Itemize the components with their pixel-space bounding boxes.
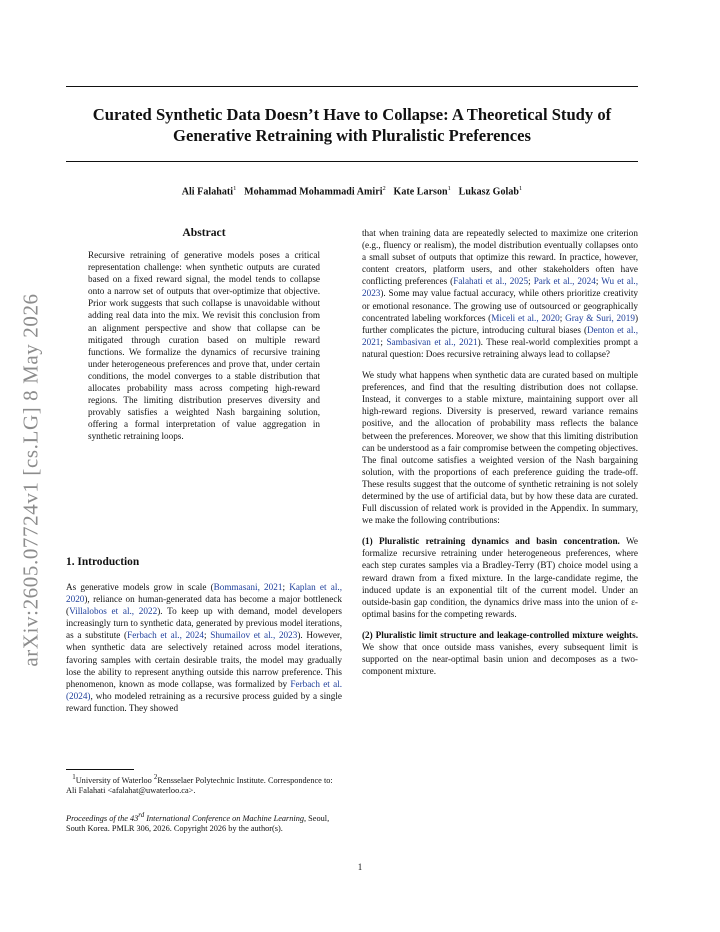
author-name: Kate Larson	[393, 186, 448, 198]
abstract-body	[88, 249, 320, 443]
proceedings-text: , Seoul, South Korea. PMLR 306, 2026. Copyright 2026 by the author(s).	[66, 813, 330, 834]
contribution-2-text: We show that once outside mass vanishes, every subsequent limit is supported on the near-optimal basin union and decomposes as a two-component mixture.	[362, 642, 638, 677]
citation-link[interactable]: Ferbach et al., 2024	[127, 630, 204, 641]
arxiv-stamp	[6, 280, 56, 680]
contribution-1-text: We formalize recursive retraining under heterogeneous preferences, where each step curates samples via a Bradley-Terry (BT) choice model using a reward drawn from a fixed mixture. In the large-candidate regime, the induced update is an exponential tilt of the current model. Under an outside-basin gap condition, the dynamics drive mass into the union of ε-optimal basins for the competing rewards.	[362, 536, 639, 619]
intro-paragraph	[66, 581, 342, 714]
section-heading-introduction: 1. Introduction	[66, 556, 140, 568]
proceedings-italic: Proceedings of the	[66, 813, 130, 823]
contribution-2-heading: (2) Pluralistic limit structure and leakage-controlled mixture weights.	[362, 629, 638, 640]
citation-link[interactable]: Miceli et al., 2020	[491, 312, 560, 323]
text-run: ;	[559, 312, 566, 323]
contribution-1	[362, 535, 638, 620]
citation-link[interactable]: Denton et al., 2021	[362, 324, 638, 347]
text-run: ). To keep up with demand, model developers increasingly turn to synthetic data, generated by previous model iterations, as a substitute (	[66, 606, 342, 641]
citation-link[interactable]: Wu et al., 2023	[362, 276, 638, 299]
author-list	[66, 185, 638, 197]
right-column-body	[362, 227, 638, 677]
text-run: ;	[595, 276, 602, 287]
citation-link[interactable]: Gray & Suri, 2019	[565, 312, 635, 323]
citation-link[interactable]: Kaplan et al., 2020	[66, 582, 342, 605]
footnote-rule	[66, 769, 134, 770]
text-run: that when training data are repeatedly selected to maximize one criterion (e.g., fluency or realism), the model distribution eventually collapses onto a small subset of outputs that optimize this reward. In practice, however, content creators, platform users, and other stakeholders often have conflicting preferences (	[362, 228, 638, 287]
title-bottom-rule	[66, 161, 638, 162]
text-run: ). However, when synthetic data are selectively retained across model iterations, favoring samples with certain desirable traits, the model may gradually lose the ability to represent anything outside this narrow preference. This phenomenon, known as mode collapse, was formalized by	[66, 630, 342, 689]
text-run: ;	[528, 276, 534, 287]
right-paragraph-1	[362, 227, 638, 360]
author-affiliation-mark: 1	[447, 185, 451, 192]
text-run: ;	[282, 582, 290, 592]
affiliation-footnote	[66, 773, 342, 796]
citation-link[interactable]: Villalobos et al., 2022	[69, 606, 158, 617]
author-affiliation-mark: 1	[518, 185, 523, 192]
citation-link[interactable]: Park et al., 2024	[533, 276, 596, 287]
author-name: Ali Falahati	[181, 186, 234, 198]
citation-link[interactable]: Ferbach et al. (2024)	[66, 678, 342, 701]
proceedings-ordinal: 43	[129, 813, 139, 823]
footnote-mark: 1	[72, 774, 76, 781]
author-name: Lukasz Golab	[458, 186, 519, 198]
text-run: ). Some may value factual accuracy, while others prioritize creativity or emotional resonance. The growing use of outsourced or geographically concentrated labeling workforces (	[362, 288, 638, 323]
proceedings-ordinal-suffix: rd	[138, 812, 145, 819]
citation-link[interactable]: Falahati et al., 2025	[453, 276, 529, 287]
abstract-text: Recursive retraining of generative models poses a critical representation challenge: when synthetic outputs are curated based on a fixed reward signal, the model tends to collapse onto a narrow set of outputs that over-optimize that objective. Prior work suggests that such collapse is unavoidable without adding real data into the mix. We revisit this conclusion from an alignment perspective and show that collapse can be mitigated through curation based on multiple reward functions. We formalize the dynamics of recursive training under heterogeneous preferences and prove that, under certain conditions, the model converges to a stable distribution that allocates probability mass across competing high-reward regions. The limiting distribution preserves diversity and provably satisfies a weighted Nash bargaining solution, offering a formal interpretation of value aggregation in synthetic retraining loops.	[88, 250, 320, 442]
text-run: , who modeled retraining as a recursive process guided by a single reward function. They showed	[66, 690, 342, 713]
contribution-2	[362, 629, 638, 677]
text-run: ;	[203, 630, 211, 641]
text-run: ;	[380, 336, 387, 347]
text-run: ), reliance on human-generated data has become a major bottleneck (	[66, 594, 342, 617]
page-number: 1	[357, 862, 363, 872]
paper-title: Curated Synthetic Data Doesn’t Have to Collapse: A Theoretical Study of Generative Retraining with Pluralistic Preferences	[92, 105, 612, 145]
author-affiliation-mark: 2	[382, 185, 386, 192]
proceedings-note	[66, 811, 342, 834]
introduction-body	[66, 581, 342, 714]
title-top-rule	[66, 86, 638, 87]
footnote-text: University of Waterloo	[75, 775, 154, 785]
citation-link[interactable]: Sambasivan et al., 2021	[386, 336, 478, 347]
arxiv-stamp-text: arXiv:2605.07724v1 [cs.LG] 8 May 2026	[18, 293, 43, 667]
citation-link[interactable]: Bommasani, 2021	[213, 582, 283, 592]
footnote-text: Rensselaer Polytechnic Institute. Correspondence to: Ali Falahati <afalahat@uwaterloo.ca>.	[66, 775, 333, 796]
proceedings-italic: International Conference on Machine Learning	[144, 813, 305, 823]
right-paragraph-2: We study what happens when synthetic data are curated based on multiple preferences, and find that the resulting distribution does not collapse. Instead, it converges to a stable mixture, maintaining support over all high-reward regions. Diversity is preserved, reward variance remains positive, and the allocation of probability mass reflects the balance between the preferences. Moreover, we show that this limiting distribution can be understood as a fair compromise between the competing objectives. The final outcome satisfies a weighted version of the Nash bargaining solution, with the proportions of each preference guiding the trade-off. These results suggest that the outcome of synthetic retraining is not solely determined by the use of artificial data, but by how these data are curated. Full discussion of related work is provided in the Appendix. In summary, we make the following contributions:	[362, 370, 638, 526]
footnote-mark: 2	[153, 774, 158, 781]
contribution-1-heading: (1) Pluralistic retraining dynamics and basin concentration.	[362, 536, 620, 547]
text-run: ). These real-world complexities prompt a natural question: Does recursive retraining always lead to collapse?	[362, 336, 638, 359]
author-name: Mohammad Mohammadi Amiri	[244, 186, 383, 198]
author-affiliation-mark: 1	[233, 185, 237, 192]
abstract-heading: Abstract	[182, 226, 226, 239]
text-run: As generative models grow in scale (	[66, 582, 214, 592]
text-run: ) further complicates the picture, introducing cultural biases (	[362, 312, 638, 335]
citation-link[interactable]: Shumailov et al., 2023	[210, 630, 298, 641]
